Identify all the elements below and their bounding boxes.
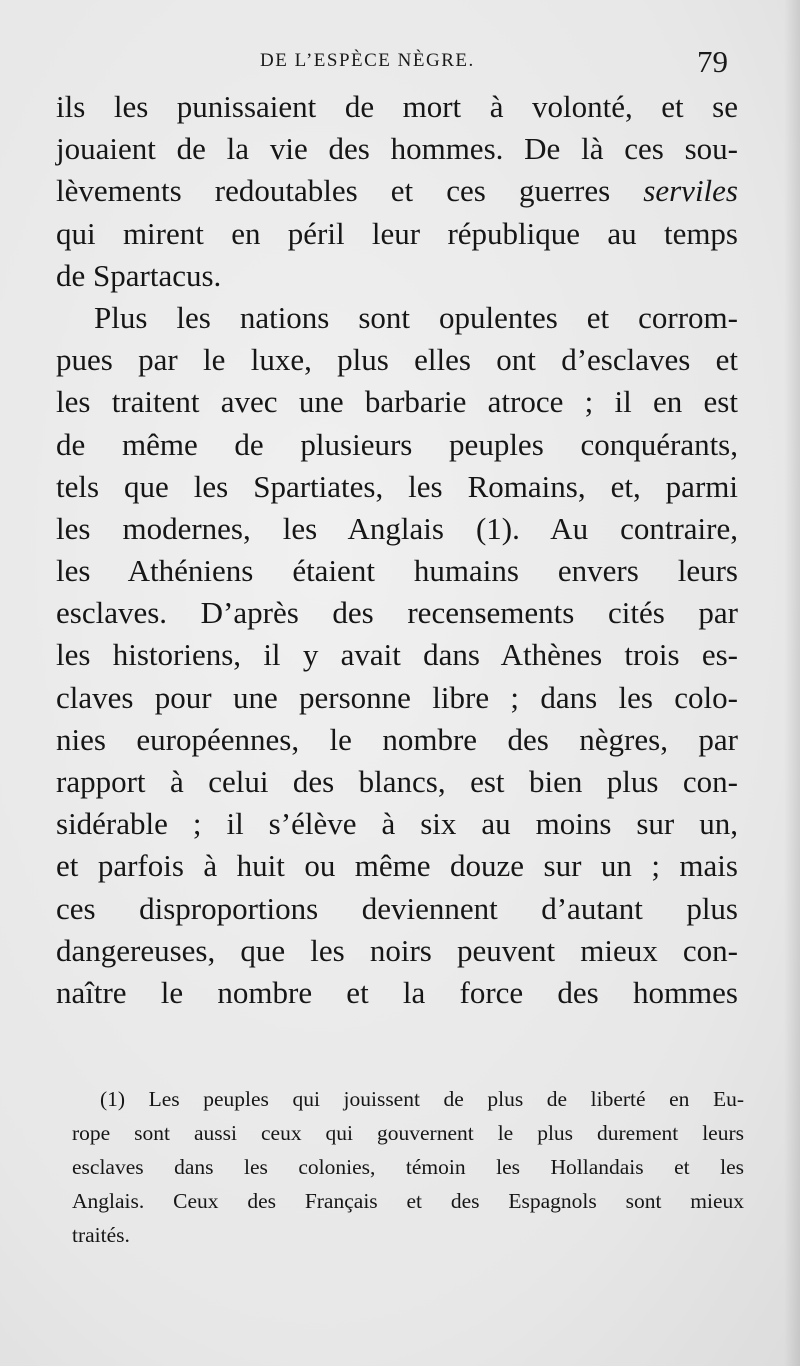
- text-line: pues par le luxe, plus elles ont d’esclaves et: [56, 342, 738, 378]
- text-line: de Spartacus.: [56, 257, 222, 293]
- text-line: qui mirent en péril leur république au temps: [56, 215, 738, 251]
- body-text: [56, 86, 738, 1014]
- text-line: les Athéniens étaient humains envers leurs: [56, 553, 738, 589]
- text-line: les historiens, il y avait dans Athènes trois es-: [56, 637, 738, 673]
- text-line: lèvements redoutables et ces guerres serviles: [56, 173, 738, 209]
- page-edge-shadow: [784, 0, 800, 1366]
- text-line: ils les punissaient de mort à volonté, et se: [56, 89, 738, 124]
- text-line: rapport à celui des blancs, est bien plus con-: [56, 764, 738, 799]
- text-line: claves pour une personne libre ; dans les colo-: [56, 679, 738, 715]
- text-line-paragraph-start: Plus les nations sont opulentes et corrom-: [94, 299, 738, 335]
- running-head: [60, 44, 736, 84]
- footnote: [72, 1082, 744, 1252]
- footnote-line: Anglais. Ceux des Français et des Espagnols sont mieux: [72, 1189, 744, 1213]
- text-line: jouaient de la vie des hommes. De là ces sou-: [56, 131, 738, 167]
- text-line: ces disproportions deviennent d’autant plus: [56, 890, 738, 926]
- footnote-line: traités.: [72, 1223, 130, 1247]
- text-line: nies européennes, le nombre des nègres, par: [56, 721, 738, 757]
- footnote-line: esclaves dans les colonies, témoin les Hollandais et les: [72, 1155, 744, 1179]
- text-line: dangereuses, que les noirs peuvent mieux con-: [56, 932, 738, 968]
- text-line: les traitent avec une barbarie atroce ; il en est: [56, 384, 738, 420]
- text-line: les modernes, les Anglais (1). Au contraire,: [56, 510, 738, 546]
- text-line: tels que les Spartiates, les Romains, et, parmi: [56, 468, 738, 504]
- footnote-line: rope sont aussi ceux qui gouvernent le plus durement leurs: [72, 1121, 744, 1145]
- running-head-title: DE L’ESPÈCE NÈGRE.: [260, 50, 475, 71]
- text-line: et parfois à huit ou même douze sur un ; mais: [56, 848, 738, 884]
- text-line: esclaves. D’après des recensements cités par: [56, 595, 738, 631]
- page-number: 79: [697, 44, 728, 79]
- text-line: sidérable ; il s’élève à six au moins sur un,: [56, 806, 738, 842]
- footnote-line: (1) Les peuples qui jouissent de plus de liberté en Eu-: [100, 1087, 744, 1111]
- text-line: naître le nombre et la force des hommes: [56, 974, 738, 1010]
- text-line: de même de plusieurs peuples conquérants,: [56, 426, 738, 462]
